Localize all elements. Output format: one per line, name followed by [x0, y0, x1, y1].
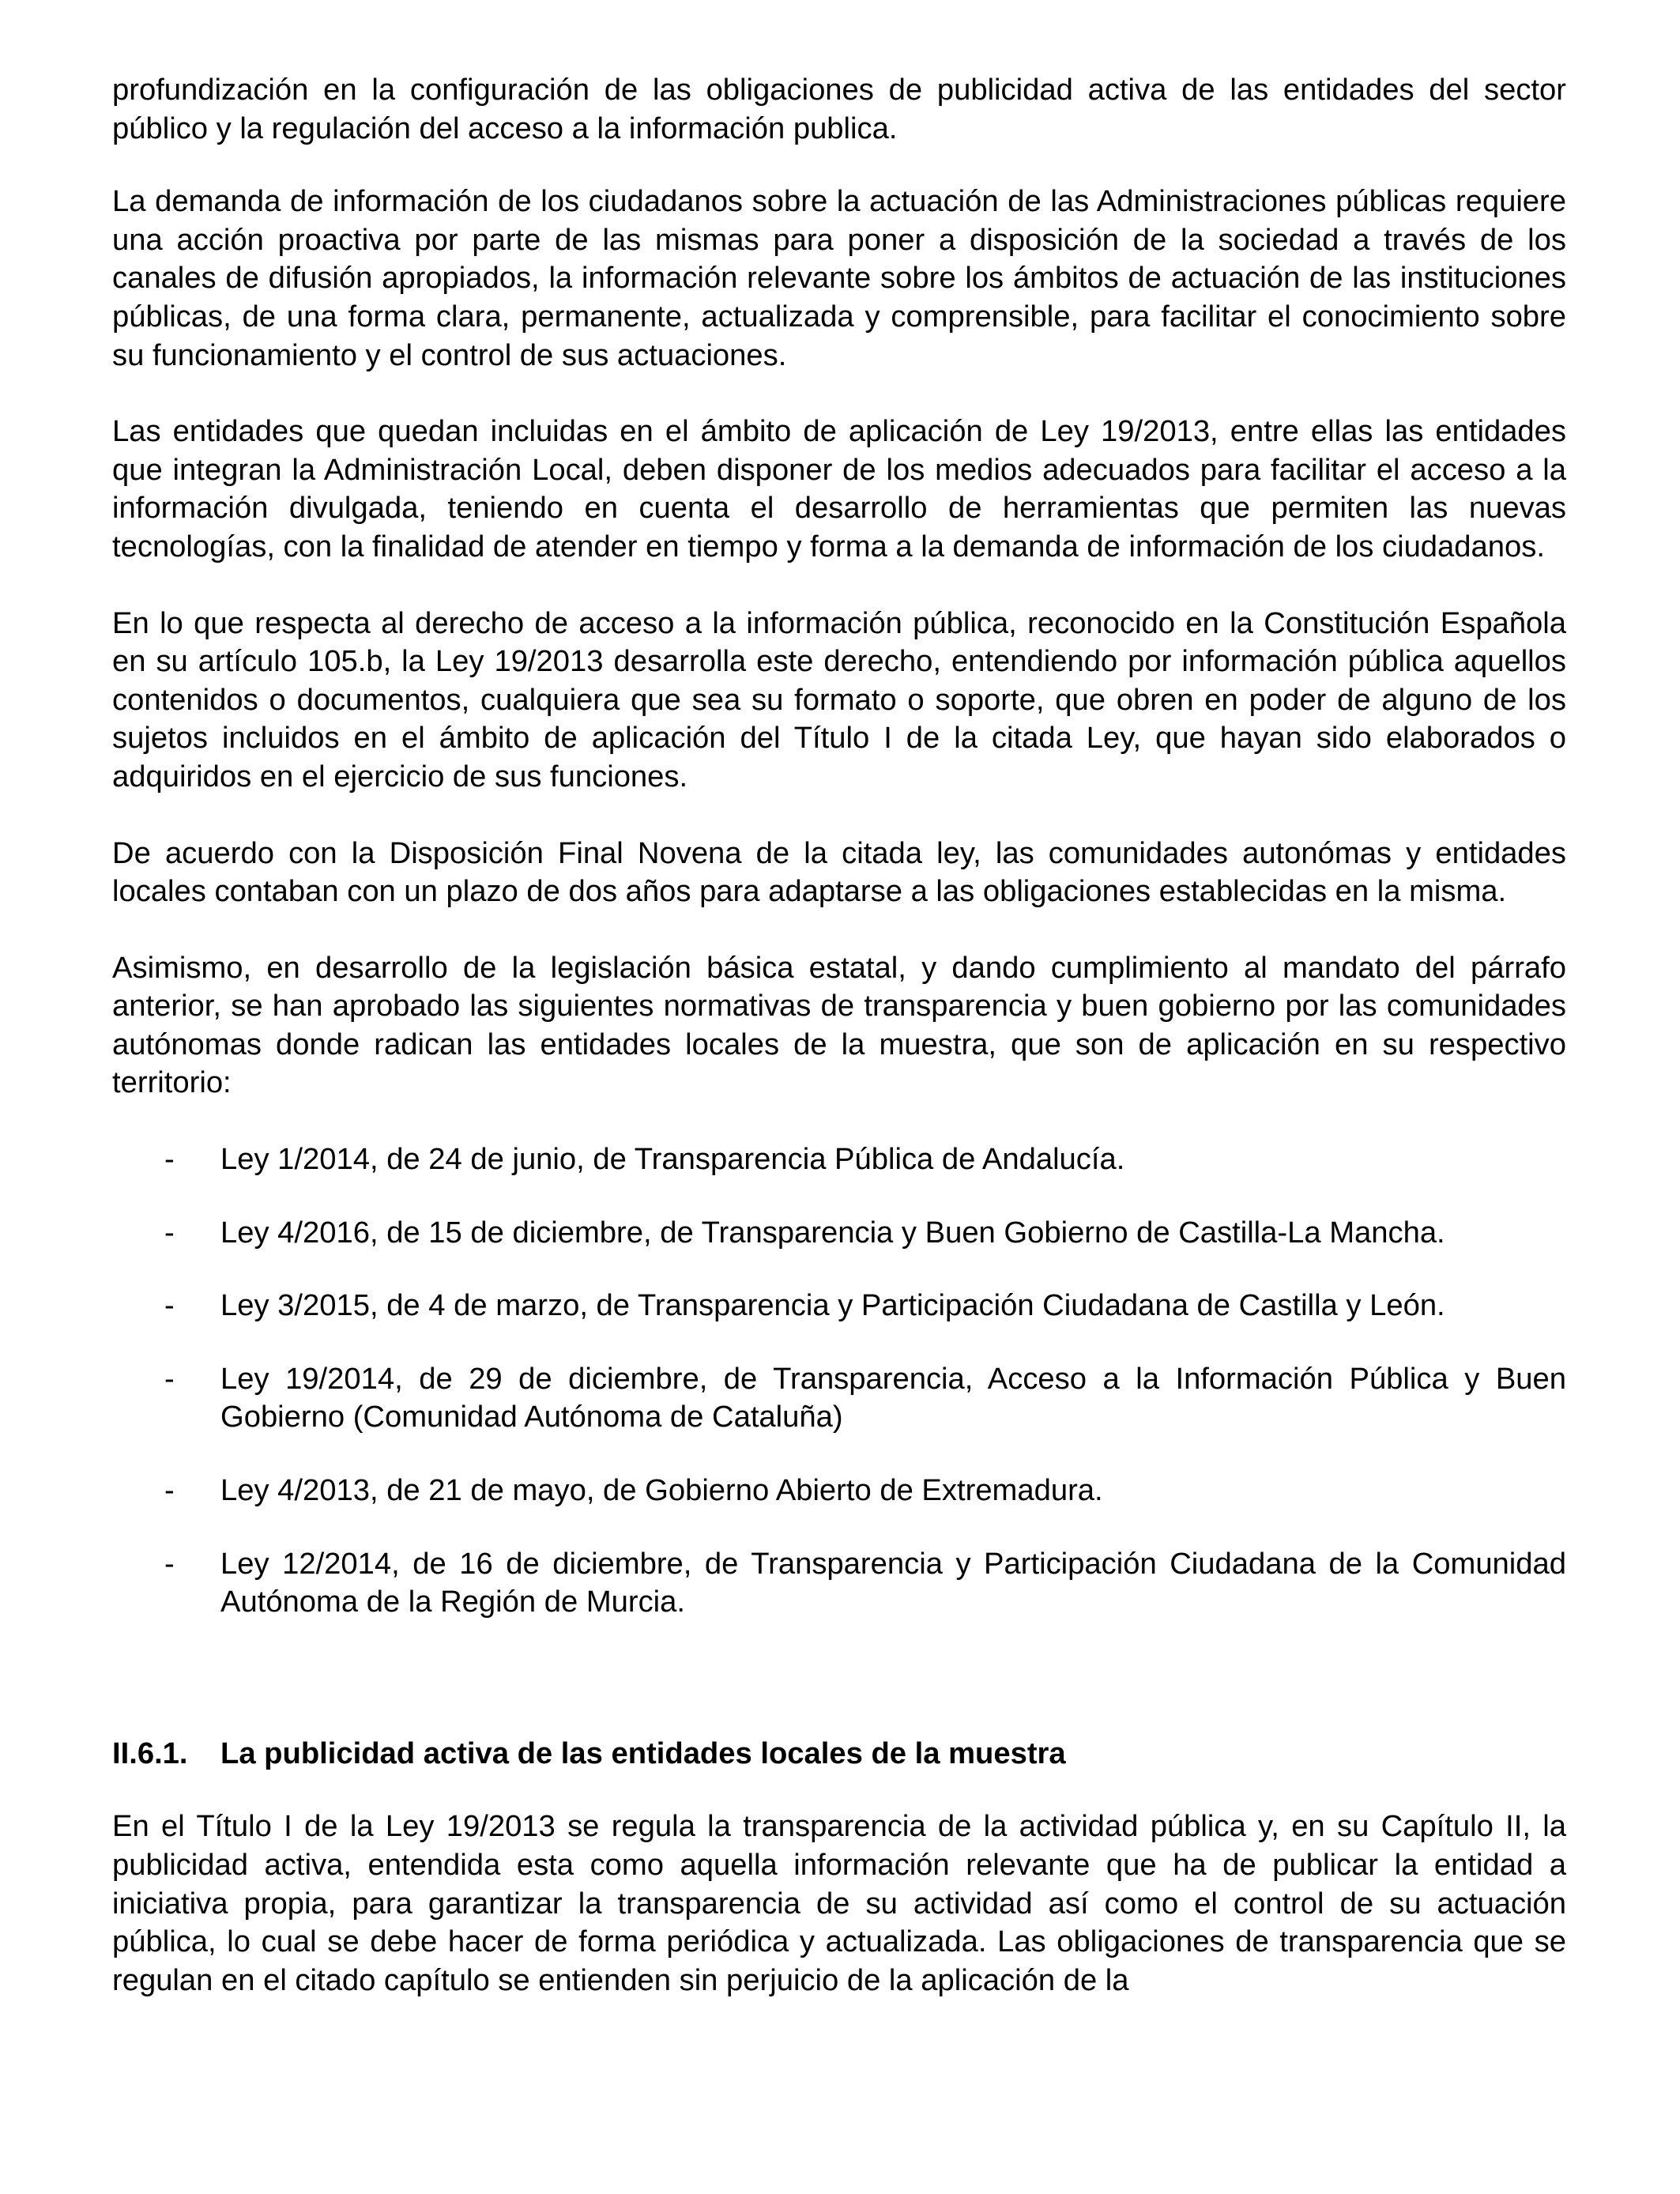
list-item: [112, 1472, 1566, 1510]
list-bullet: -: [164, 1361, 175, 1396]
list-item: [112, 1214, 1566, 1253]
law-text: Ley 4/2016, de 15 de diciembre, de Transparencia y Buen Gobierno de Castilla-La Mancha.: [220, 1215, 1445, 1250]
document-page: [112, 71, 1566, 2038]
paragraph-final-provision: De acuerdo con la Disposición Final Novena de la citada ley, las comunidades autonómas y entidades locales contaban con un plazo de dos años para adaptarse a las obligaciones establecidas en la misma.: [112, 835, 1566, 909]
paragraph-intro-continuation: profundización en la configuración de las obligaciones de publicidad activa de las entidades del sector público y la regulación del acceso a la información publica.: [112, 73, 1566, 145]
list-bullet: -: [164, 1142, 175, 1177]
paragraph-active-publicity: En el Título I de la Ley 19/2013 se regula la transparencia de la actividad pública y, en su Capítulo II, la publicidad activa, entendida esta como aquella información relevante que ha de publicar la entidad a iniciativa propia, para garantizar la transparencia de su actividad así como el control de su actuación pública, lo cual se debe hacer de forma periódica y actualizada. Las obligaciones de transparencia que se regulan en el citado capítulo se entienden sin perjuicio de la aplicación de la: [112, 1809, 1566, 1997]
paragraph-regional-legislation: Asimismo, en desarrollo de la legislación básica estatal, y dando cumplimiento al mandato del párrafo anterior, se han aprobado las siguientes normativas de transparencia y buen gobierno por las comunidades autónomas donde radican las entidades locales de la muestra, que son de aplicación en su respectivo territorio:: [112, 950, 1566, 1100]
list-bullet: -: [164, 1288, 175, 1323]
law-text: Ley 1/2014, de 24 de junio, de Transparencia Pública de Andalucía.: [220, 1142, 1125, 1177]
paragraph-citizen-demand: La demanda de información de los ciudadanos sobre la actuación de las Administraciones públicas requiere una acción proactiva por parte de las mismas para poner a disposición de la sociedad a través de los canales de difusión apropiados, la información relevante sobre los ámbitos de actuación de las instituciones públicas, de una forma clara, permanente, actualizada y comprensible, para facilitar el conocimiento sobre su funcionamiento y el control de sus actuaciones.: [112, 184, 1566, 372]
list-bullet: -: [164, 1546, 175, 1581]
section-title: La publicidad activa de las entidades locales de la muestra: [220, 1736, 1066, 1770]
list-bullet: -: [164, 1215, 175, 1250]
law-list: [112, 1140, 1566, 1622]
list-item: [112, 1545, 1566, 1622]
paragraph-included-entities: Las entidades que quedan incluidas en el ámbito de aplicación de Ley 19/2013, entre ellas las entidades que integran la Administración Local, deben disponer de los medios adecuados para facilitar el acceso a la información divulgada, teniendo en cuenta el desarrollo de herramientas que permiten las nuevas tecnologías, con la finalidad de atender en tiempo y forma a la demanda de información de los ciudadanos.: [112, 414, 1566, 564]
section-number: II.6.1.: [112, 1736, 188, 1770]
law-text: Ley 3/2015, de 4 de marzo, de Transparencia y Participación Ciudadana de Castilla y León.: [220, 1288, 1445, 1323]
section-heading: [112, 1735, 1566, 1774]
list-item: [112, 1287, 1566, 1325]
law-text: Ley 4/2013, de 21 de mayo, de Gobierno Abierto de Extremadura.: [220, 1473, 1103, 1508]
list-item: [112, 1360, 1566, 1437]
paragraph-right-of-access: En lo que respecta al derecho de acceso a la información pública, reconocido en la Constitución Española en su artículo 105.b, la Ley 19/2013 desarrolla este derecho, entendiendo por información pública aquellos contenidos o documentos, cualquiera que sea su formato o soporte, que obren en poder de alguno de los sujetos incluidos en el ámbito de aplicación del Título I de la citada Ley, que hayan sido elaborados o adquiridos en el ejercicio de sus funciones.: [112, 605, 1566, 794]
law-text: Ley 12/2014, de 16 de diciembre, de Transparencia y Participación Ciudadana de la Comunidad Autónoma de la Región de Murcia.: [220, 1546, 1566, 1619]
law-text: Ley 19/2014, de 29 de diciembre, de Transparencia, Acceso a la Información Pública y Buen Gobierno (Comunidad Autónoma de Cataluña): [220, 1361, 1566, 1434]
list-bullet: -: [164, 1473, 175, 1508]
list-item: [112, 1140, 1566, 1179]
